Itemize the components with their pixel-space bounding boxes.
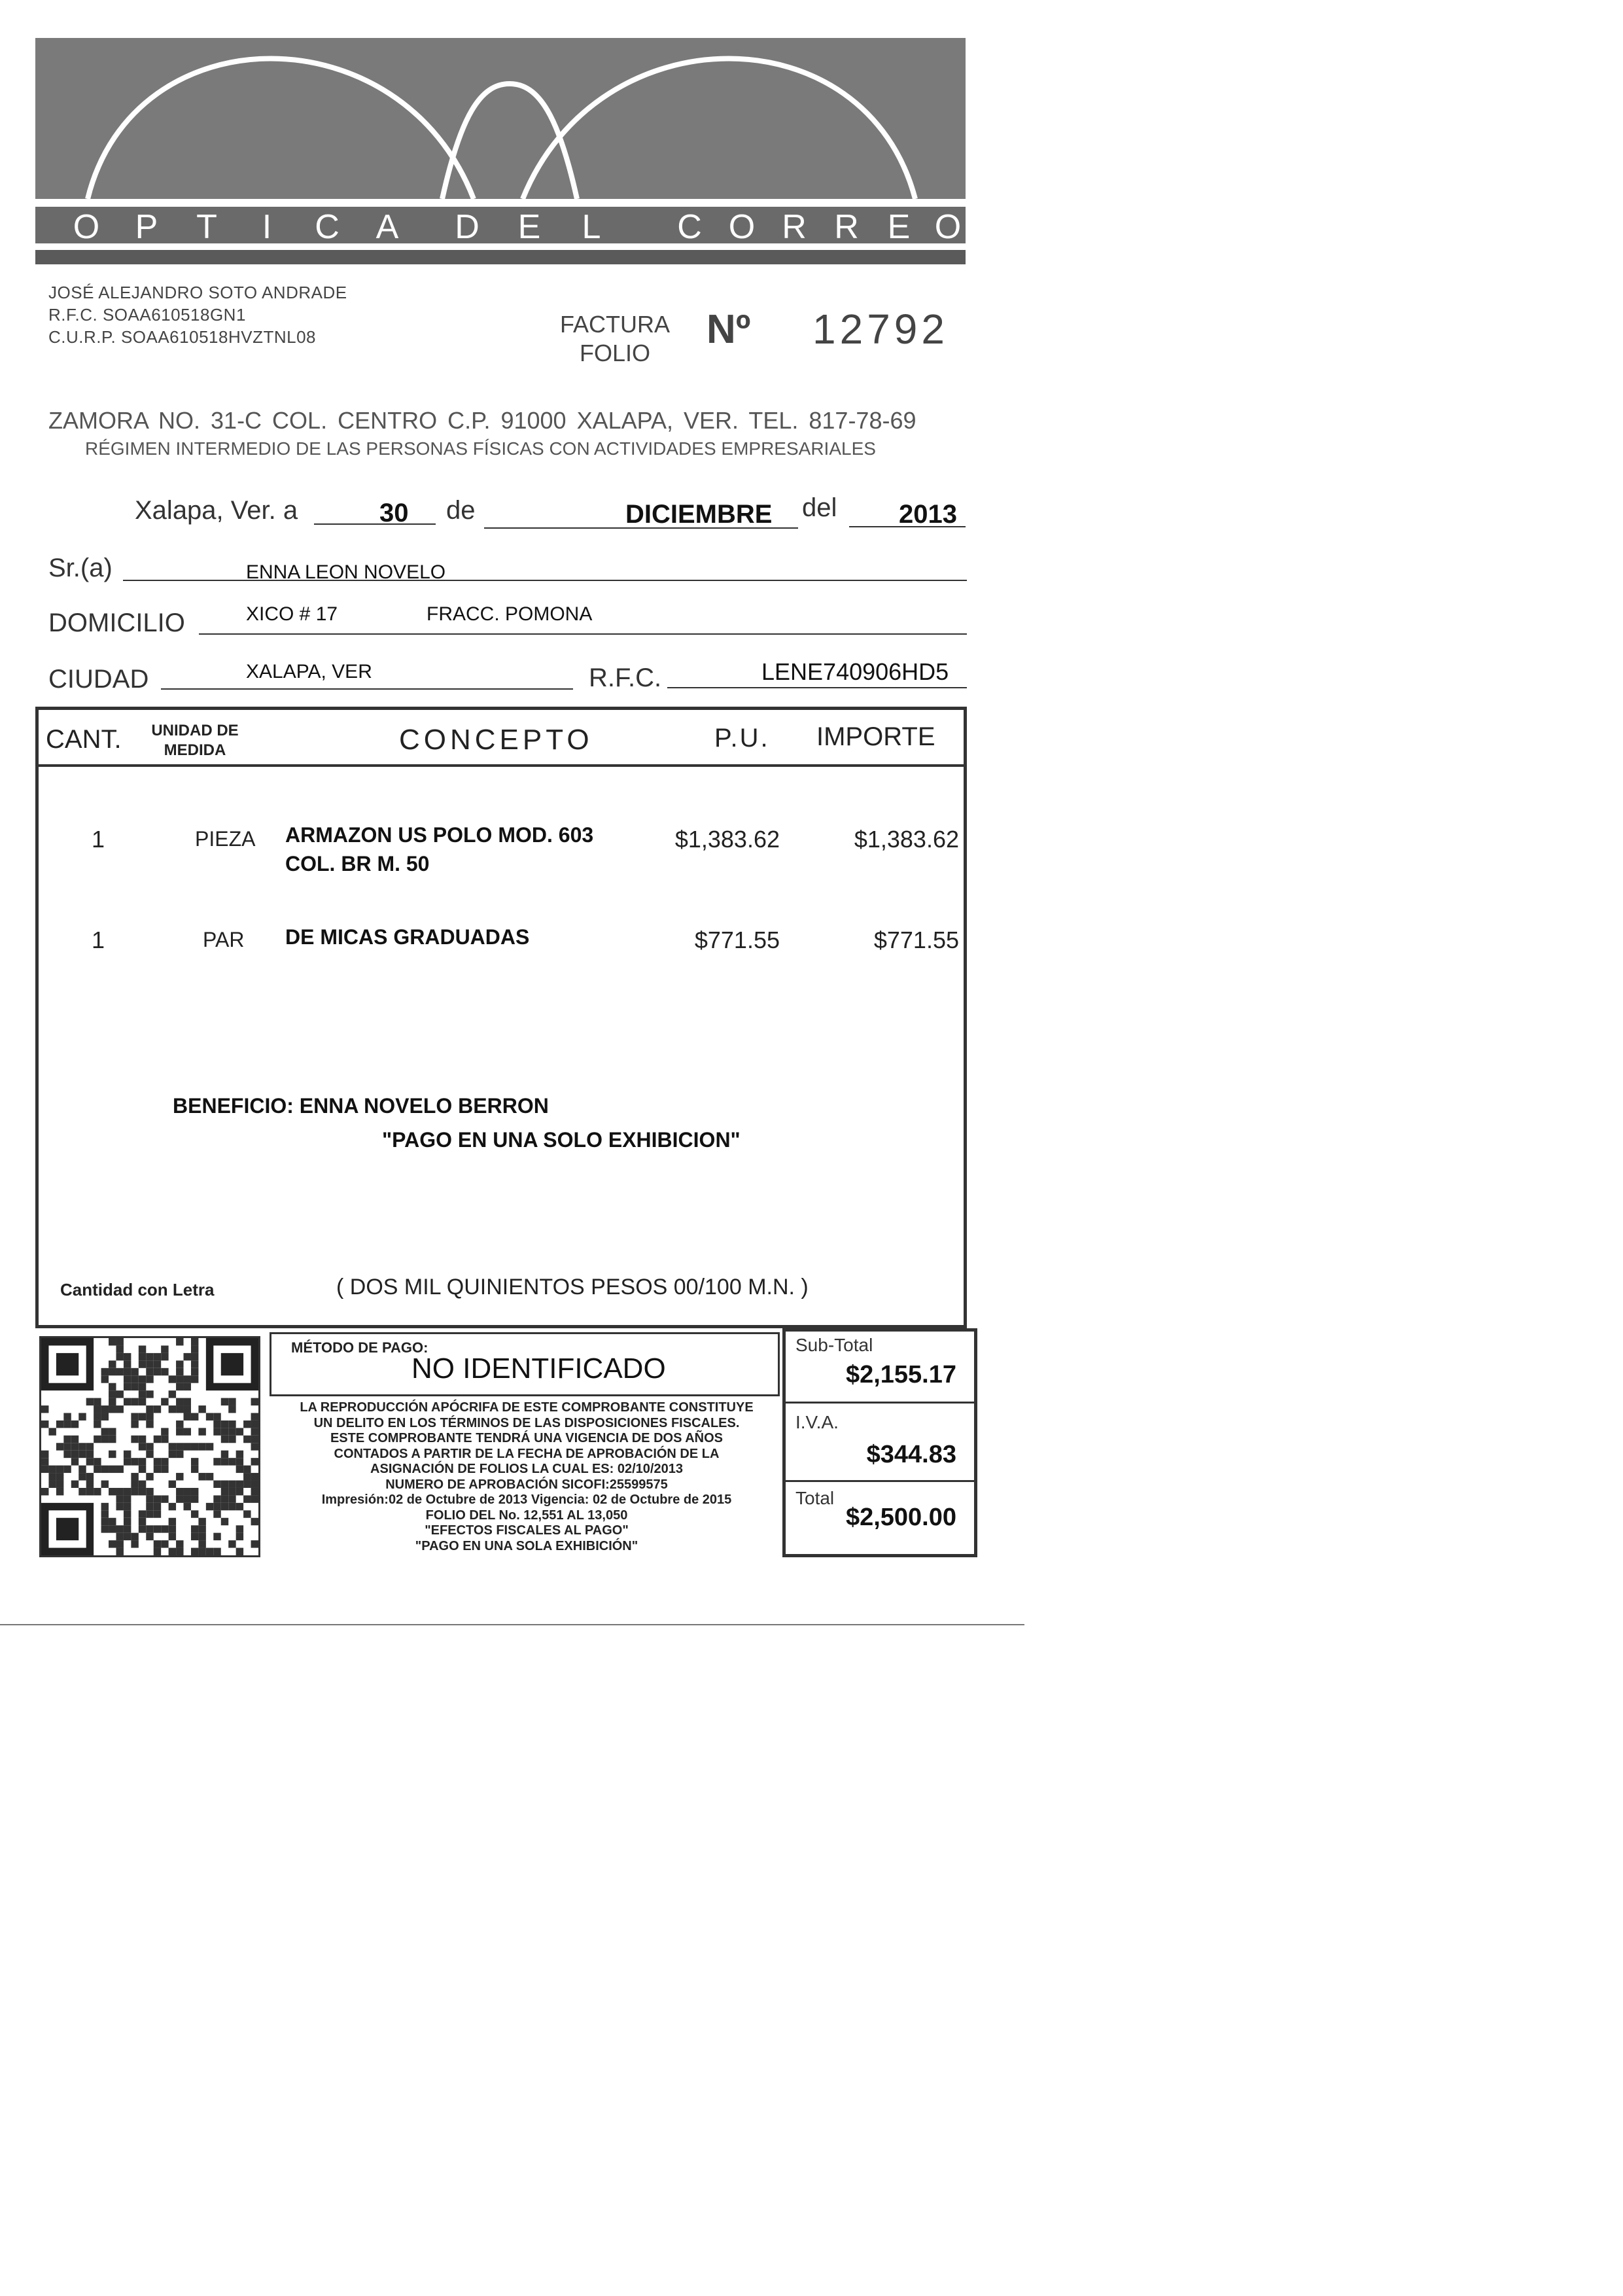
tax-regime: RÉGIMEN INTERMEDIO DE LAS PERSONAS FÍSICAS CON ACTIVIDADES EMPRESARIALES (85, 438, 876, 459)
logo-letter: R (834, 208, 859, 246)
customer-name-label: Sr.(a) (48, 554, 113, 582)
date-day: 30 (379, 499, 409, 527)
invoice-number-label: Nº (707, 307, 751, 352)
qr-code-icon (41, 1338, 258, 1555)
legal-line: NUMERO DE APROBACIÓN SICOFI:25599575 (385, 1477, 668, 1492)
customer-street: XICO # 17 (246, 603, 338, 625)
page-divider (0, 1624, 1024, 1625)
row1-concept-line1: ARMAZON US POLO MOD. 603 (285, 823, 594, 847)
row1-unit: PIEZA (195, 827, 256, 851)
customer-city-label: CIUDAD (48, 665, 149, 694)
row1-amount: $1,383.62 (854, 826, 959, 853)
header-unit (143, 721, 247, 760)
legal-line: CONTADOS A PARTIR DE LA FECHA DE APROBACIÓN DE LA (334, 1446, 720, 1461)
totals-divider (786, 1480, 974, 1482)
total-label: Total (795, 1488, 835, 1508)
row2-amount: $771.55 (873, 927, 959, 953)
customer-city-line (161, 688, 573, 690)
qr-code (39, 1336, 260, 1557)
logo-letter: O (934, 208, 962, 246)
payment-method-box (270, 1332, 780, 1396)
date-del-label: del (802, 493, 837, 522)
legal-line: Impresión:02 de Octubre de 2013 Vigencia: 02 de Octubre de 2015 (321, 1492, 732, 1507)
logo-letter: I (262, 208, 272, 246)
issuer-address: ZAMORA NO. 31-C COL. CENTRO C.P. 91000 XALAPA, VER. TEL. 817-78-69 (48, 407, 916, 434)
logo-letter: O (73, 208, 100, 246)
row1-unit-price: $1,383.62 (674, 826, 780, 853)
row1-concept-line2: COL. BR M. 50 (285, 852, 430, 875)
customer-city: XALAPA, VER (246, 661, 372, 682)
optica-del-correo-logo (35, 38, 966, 267)
header-cant: CANT. (46, 725, 122, 754)
customer-name: ENNA LEON NOVELO (246, 561, 446, 583)
subtotal-value: $2,155.17 (845, 1361, 956, 1388)
header-pu: P.U. (714, 724, 770, 752)
logo-letter: D (455, 208, 480, 246)
customer-address-label: DOMICILIO (48, 609, 185, 637)
issuer-name: JOSÉ ALEJANDRO SOTO ANDRADE (48, 283, 347, 302)
table-header-divider (39, 764, 964, 767)
date-place-label: Xalapa, Ver. a (135, 496, 298, 525)
legal-line: "EFECTOS FISCALES AL PAGO" (425, 1523, 629, 1538)
logo-letter: P (135, 208, 158, 246)
invoice-number: 12792 (812, 306, 949, 353)
payment-note: "PAGO EN UNA SOLO EXHIBICION" (382, 1128, 741, 1152)
logo-letter: C (677, 208, 702, 246)
logo-letter: L (582, 208, 601, 246)
customer-rfc-label: R.F.C. (589, 663, 662, 692)
subtotal-label: Sub-Total (795, 1335, 873, 1355)
header-importe: IMPORTE (816, 722, 935, 751)
row2-unit: PAR (203, 928, 245, 951)
logo-letter: A (375, 208, 399, 246)
day-line (314, 523, 436, 525)
legal-line: "PAGO EN UNA SOLA EXHIBICIÓN" (415, 1538, 638, 1553)
row2-qty: 1 (92, 927, 105, 953)
customer-rfc-line (667, 687, 967, 688)
payment-method-label: MÉTODO DE PAGO: (291, 1339, 428, 1356)
beneficiary-note: BENEFICIO: ENNA NOVELO BERRON (173, 1094, 549, 1118)
issuer-rfc: R.F.C. SOAA610518GN1 (48, 305, 246, 325)
customer-rfc: LENE740906HD5 (761, 658, 949, 685)
row2-concept-line1: DE MICAS GRADUADAS (285, 925, 530, 949)
customer-neighborhood: FRACC. POMONA (427, 603, 593, 625)
legal-line: ASIGNACIÓN DE FOLIOS LA CUAL ES: 02/10/2013 (370, 1462, 683, 1476)
logo-letter: E (887, 208, 911, 246)
folio-label: FOLIO (579, 340, 651, 366)
legal-line: UN DELITO EN LOS TÉRMINOS DE LAS DISPOSICIONES FISCALES. (313, 1415, 740, 1430)
customer-address-line (199, 633, 967, 635)
items-table (35, 707, 967, 1328)
header-unit-line1: UNIDAD DE (151, 722, 239, 739)
legal-line: LA REPRODUCCIÓN APÓCRIFA DE ESTE COMPROBANTE CONSTITUYE (300, 1400, 754, 1415)
logo-letter: R (782, 208, 807, 246)
totals-divider (786, 1402, 974, 1404)
iva-label: I.V.A. (795, 1412, 839, 1432)
date-de-label: de (446, 496, 476, 525)
logo-letter: O (728, 208, 756, 246)
logo-letter: E (517, 208, 541, 246)
legal-line: FOLIO DEL No. 12,551 AL 13,050 (425, 1508, 628, 1523)
header-unit-line2: MEDIDA (164, 741, 226, 759)
amount-words: ( DOS MIL QUINIENTOS PESOS 00/100 M.N. ) (336, 1275, 809, 1299)
iva-value: $344.83 (866, 1441, 956, 1468)
logo-letter: T (196, 208, 217, 246)
legal-line: ESTE COMPROBANTE TENDRÁ UNA VIGENCIA DE DOS AÑOS (330, 1431, 724, 1445)
row1-qty: 1 (92, 826, 105, 853)
row2-unit-price: $771.55 (694, 927, 780, 953)
payment-method-value: NO IDENTIFICADO (411, 1352, 666, 1385)
total-value: $2,500.00 (845, 1504, 956, 1531)
legal-notice (275, 1400, 778, 1554)
header-concept: CONCEPTO (399, 724, 593, 756)
factura-label: FACTURA (559, 311, 670, 338)
amount-words-label: Cantidad con Letra (60, 1280, 215, 1299)
logo-letter: C (315, 208, 340, 246)
factura-folio-label (556, 310, 674, 368)
issuer-curp: C.U.R.P. SOAA610518HVZTNL08 (48, 327, 316, 347)
date-year: 2013 (899, 500, 957, 529)
date-month: DICIEMBRE (625, 500, 773, 529)
